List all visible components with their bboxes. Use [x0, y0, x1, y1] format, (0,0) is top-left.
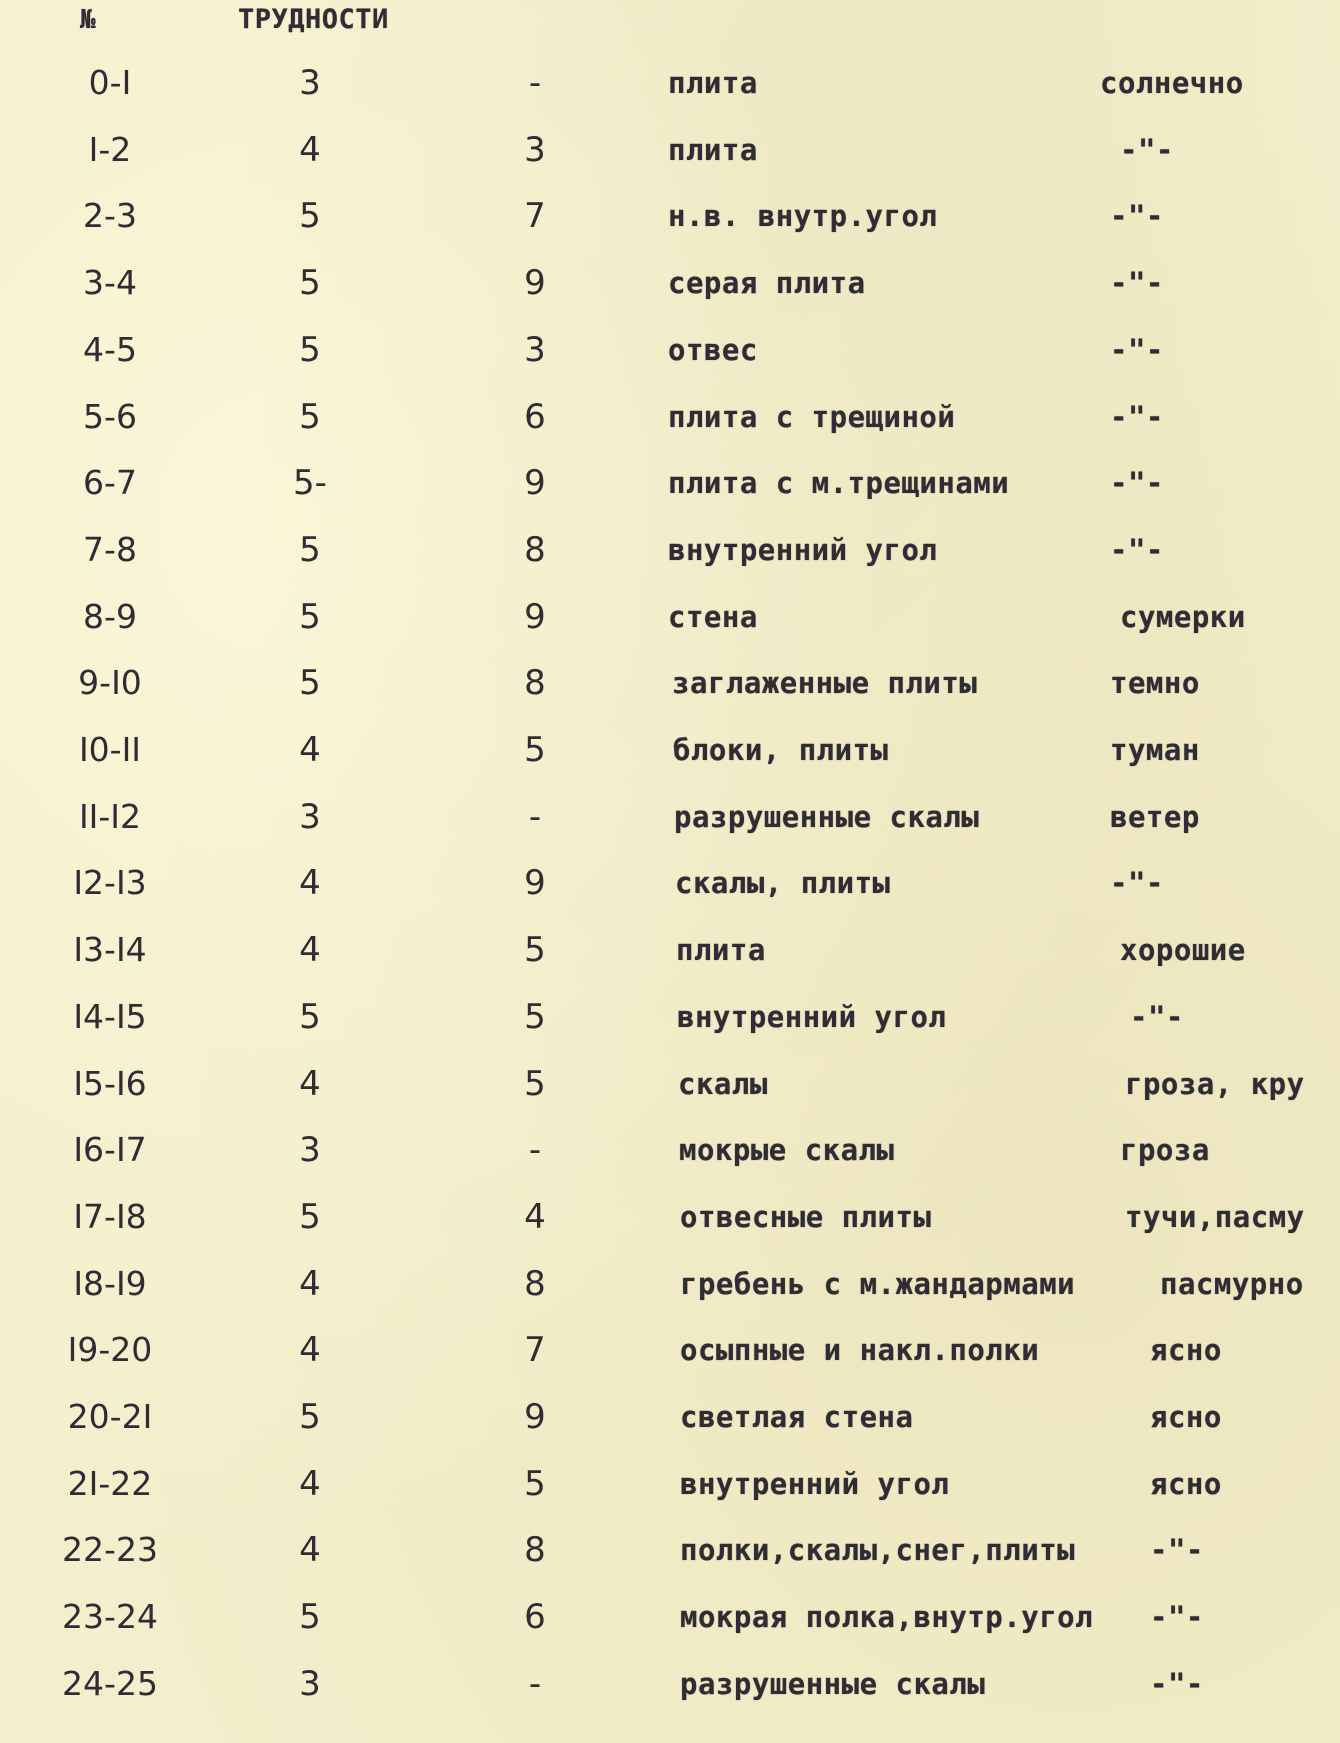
- difficulty-category: 5: [299, 329, 321, 370]
- weather-conditions: -"-: [1110, 532, 1164, 567]
- terrain-description: внутренний угол: [668, 532, 938, 567]
- weather-conditions: сумерки: [1120, 599, 1246, 634]
- terrain-description: гребень с м.жандармами: [680, 1266, 1076, 1301]
- weather-conditions: ясно: [1150, 1466, 1222, 1501]
- pitch-length: 6: [524, 396, 546, 437]
- weather-conditions: хорошие: [1120, 933, 1246, 968]
- difficulty-category: 4: [299, 1530, 321, 1571]
- difficulty-category: 3: [299, 63, 321, 103]
- table-row: [0, 517, 1340, 583]
- pitch-length: 9: [524, 463, 546, 504]
- pitch-length: 8: [524, 529, 546, 570]
- difficulty-category: 5: [299, 263, 321, 304]
- segment-number: I-2: [88, 129, 132, 169]
- difficulty-category: 5: [299, 396, 321, 437]
- weather-conditions: -"-: [1110, 866, 1164, 901]
- difficulty-category: 5-: [293, 463, 327, 504]
- table-row: [0, 717, 1340, 783]
- pitch-length: 7: [524, 196, 546, 237]
- terrain-description: мокрая полка,внутр.угол: [680, 1600, 1094, 1635]
- table-row: [0, 1451, 1340, 1517]
- table-row: [0, 250, 1340, 316]
- difficulty-category: 5: [299, 996, 321, 1037]
- weather-conditions: -"-: [1150, 1600, 1204, 1635]
- terrain-description: светлая стена: [680, 1400, 914, 1434]
- terrain-description: скалы: [678, 1066, 768, 1101]
- segment-number: 8-9: [83, 596, 137, 636]
- difficulty-category: 5: [299, 1397, 321, 1437]
- table-row: [0, 450, 1340, 516]
- weather-conditions: ветер: [1110, 799, 1200, 834]
- segment-number: I0-II: [78, 730, 142, 769]
- segment-number: 2-3: [83, 196, 137, 236]
- table-row: [0, 50, 1340, 116]
- terrain-description: отвес: [668, 332, 758, 367]
- difficulty-category: 4: [299, 1463, 321, 1504]
- pitch-length: 5: [524, 930, 546, 971]
- pitch-length: 6: [524, 1597, 546, 1638]
- pitch-length: -: [528, 796, 542, 837]
- terrain-description: разрушенные скалы: [680, 1666, 986, 1701]
- terrain-description: полки,скалы,снег,плиты: [680, 1533, 1076, 1568]
- table-row: [0, 1517, 1340, 1583]
- pitch-length: 5: [524, 1063, 546, 1104]
- weather-conditions: темно: [1110, 666, 1200, 701]
- pitch-length: -: [528, 1663, 542, 1704]
- weather-conditions: тучи,пасму: [1125, 1199, 1305, 1234]
- terrain-description: плита: [676, 933, 766, 968]
- segment-number: 0-I: [88, 63, 132, 102]
- pitch-length: 3: [524, 129, 546, 170]
- table-row: [0, 1251, 1340, 1317]
- pitch-length: 8: [524, 1530, 546, 1571]
- terrain-description: плита с м.трещинами: [668, 466, 1010, 501]
- terrain-description: внутренний угол: [680, 1466, 950, 1501]
- table-row: [0, 117, 1340, 183]
- difficulty-category: 4: [299, 730, 321, 770]
- difficulty-category: 4: [299, 1330, 321, 1371]
- difficulty-category: 5: [299, 663, 321, 704]
- difficulty-category: 5: [299, 196, 321, 237]
- table-row: [0, 1117, 1340, 1183]
- difficulty-category: 3: [299, 1663, 321, 1704]
- terrain-description: осыпные и накл.полки: [680, 1333, 1040, 1368]
- terrain-description: плита: [668, 66, 758, 100]
- pitch-length: 9: [524, 863, 546, 904]
- weather-conditions: -"-: [1110, 399, 1164, 434]
- segment-number: 5-6: [83, 396, 137, 436]
- segment-number: I4-I5: [73, 996, 147, 1036]
- table-row: [0, 317, 1340, 383]
- difficulty-category: 4: [299, 1263, 321, 1304]
- weather-conditions: -"-: [1110, 266, 1164, 301]
- terrain-description: внутренний угол: [677, 999, 947, 1034]
- terrain-description: стена: [668, 599, 758, 634]
- segment-number: I9-20: [67, 1330, 153, 1370]
- segment-number: 4-5: [83, 329, 137, 369]
- segment-number: I6-I7: [73, 1130, 147, 1170]
- weather-conditions: -"-: [1150, 1533, 1204, 1568]
- difficulty-category: 5: [299, 1196, 321, 1237]
- table-row: [0, 384, 1340, 450]
- table-row: [0, 850, 1340, 916]
- pitch-length: 4: [524, 1196, 546, 1237]
- segment-number: 3-4: [83, 263, 137, 303]
- weather-conditions: гроза, кру: [1125, 1066, 1305, 1101]
- segment-number: 2I-22: [67, 1463, 153, 1503]
- pitch-length: 5: [524, 1463, 546, 1504]
- difficulty-category: 4: [299, 863, 321, 904]
- terrain-description: скалы, плиты: [675, 866, 891, 901]
- pitch-length: -: [528, 1130, 542, 1171]
- weather-conditions: пасмурно: [1160, 1266, 1304, 1301]
- terrain-description: плита с трещиной: [668, 399, 956, 434]
- terrain-description: мокрые скалы: [679, 1133, 895, 1168]
- pitch-length: 9: [524, 1397, 546, 1437]
- pitch-length: 3: [524, 329, 546, 370]
- column-header-number: №: [80, 5, 97, 35]
- weather-conditions: -"-: [1150, 1666, 1204, 1701]
- weather-conditions: -"-: [1130, 999, 1184, 1034]
- weather-conditions: -"-: [1110, 466, 1164, 501]
- segment-number: 22-23: [62, 1530, 158, 1570]
- difficulty-category: 4: [299, 1063, 321, 1104]
- segment-number: I2-I3: [73, 863, 147, 903]
- segment-number: I5-I6: [73, 1063, 147, 1103]
- terrain-description: блоки, плиты: [673, 733, 889, 767]
- weather-conditions: туман: [1110, 733, 1200, 767]
- table-row: [0, 183, 1340, 249]
- column-header-difficulty: ТРУДНОСТИ: [238, 4, 389, 35]
- segment-number: II-I2: [78, 796, 142, 836]
- table-row: [0, 917, 1340, 983]
- table-row: [0, 1584, 1340, 1650]
- difficulty-category: 3: [299, 796, 321, 837]
- pitch-length: 8: [524, 663, 546, 704]
- table-row: [0, 1317, 1340, 1383]
- terrain-description: разрушенные скалы: [674, 799, 980, 834]
- difficulty-category: 5: [299, 529, 321, 570]
- table-row: [0, 584, 1340, 650]
- segment-number: I7-I8: [73, 1196, 147, 1236]
- difficulty-category: 4: [299, 129, 321, 170]
- table-row: [0, 1051, 1340, 1117]
- table-row: [0, 1651, 1340, 1717]
- weather-conditions: -"-: [1120, 132, 1174, 167]
- weather-conditions: ясно: [1150, 1400, 1222, 1434]
- segment-number: 7-8: [83, 529, 137, 569]
- segment-number: 20-2I: [67, 1397, 153, 1436]
- weather-conditions: -"-: [1110, 332, 1164, 367]
- weather-conditions: -"-: [1110, 199, 1164, 234]
- pitch-length: -: [528, 63, 542, 103]
- segment-number: 24-25: [62, 1663, 158, 1703]
- terrain-description: н.в. внутр.угол: [668, 199, 938, 234]
- difficulty-category: 5: [299, 1597, 321, 1638]
- table-row: [0, 1384, 1340, 1450]
- segment-number: 9-I0: [78, 663, 142, 703]
- segment-number: I8-I9: [73, 1263, 147, 1303]
- table-row: [0, 1184, 1340, 1250]
- table-row: [0, 984, 1340, 1050]
- terrain-description: серая плита: [668, 266, 866, 301]
- pitch-length: 7: [524, 1330, 546, 1371]
- pitch-length: 5: [524, 996, 546, 1037]
- table-row: [0, 650, 1340, 716]
- terrain-description: плита: [668, 132, 758, 167]
- difficulty-category: 3: [299, 1130, 321, 1171]
- segment-number: 23-24: [62, 1597, 158, 1637]
- pitch-length: 9: [524, 263, 546, 304]
- pitch-length: 8: [524, 1263, 546, 1304]
- difficulty-category: 5: [299, 596, 321, 637]
- pitch-length: 9: [524, 596, 546, 637]
- pitch-length: 5: [524, 730, 546, 770]
- segment-number: 6-7: [83, 463, 137, 503]
- table-row: [0, 784, 1340, 850]
- terrain-description: заглаженные плиты: [672, 666, 978, 701]
- weather-conditions: гроза: [1120, 1133, 1210, 1168]
- difficulty-category: 4: [299, 930, 321, 971]
- terrain-description: отвесные плиты: [680, 1199, 932, 1234]
- segment-number: I3-I4: [73, 930, 147, 970]
- weather-conditions: ясно: [1150, 1333, 1222, 1368]
- weather-conditions: солнечно: [1100, 66, 1244, 100]
